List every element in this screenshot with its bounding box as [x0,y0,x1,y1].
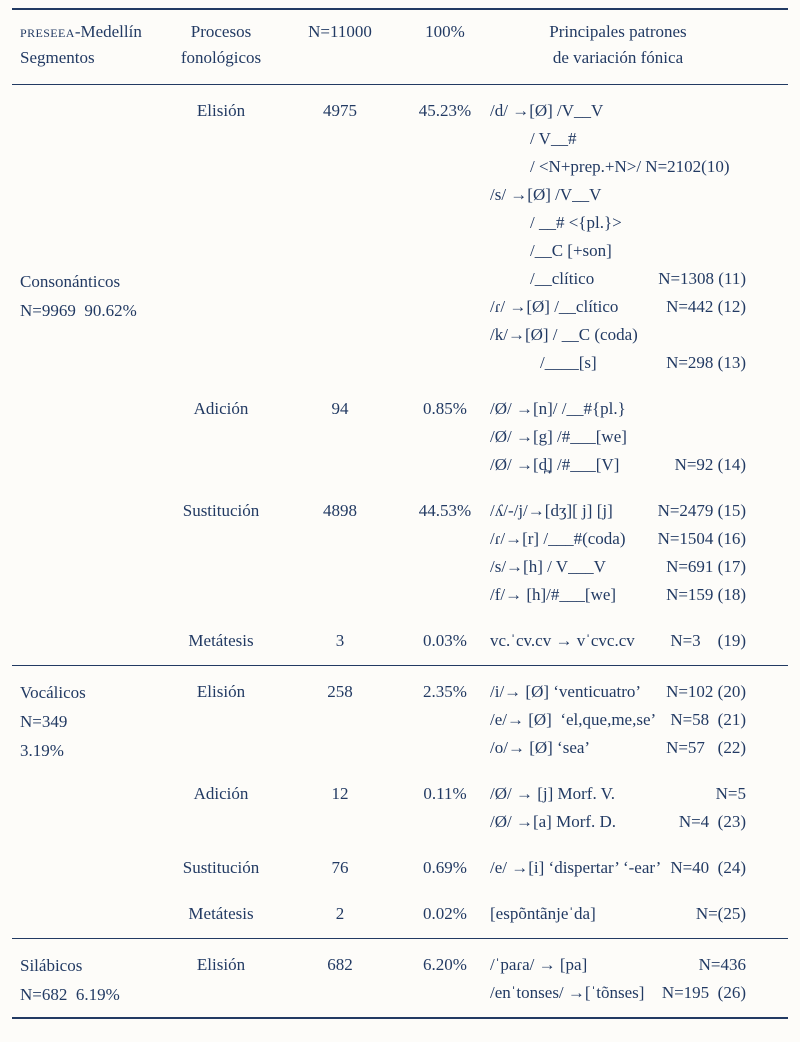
process-n: 682 [327,955,353,974]
process-row-metatesis [162,627,788,655]
pattern-count: N=3 (19) [670,631,746,650]
pattern-line [490,395,746,423]
pattern-count: N=58 (21) [670,710,746,729]
pattern-count: N=4 (23) [678,812,746,831]
header-pct-total: 100% [425,22,465,41]
pattern-count: N=92 (14) [674,455,746,474]
pattern-text: /ˈpaɾa/ → [pa] [490,955,588,974]
pattern-line [490,734,746,762]
pattern-text: /____[s] [540,353,597,372]
corpus-city: -Medellín [74,22,142,41]
pattern-text: /Ø/ →[g] /#___[we] [490,427,627,446]
pattern-text: /f/→ [h]/#___[we] [490,585,617,604]
process-row-sustitucion [162,497,788,609]
pattern-text: / __# <{pl.}> [530,213,622,232]
pattern-text: /e/→ [Ø] ‘el,que,me,se’ [490,710,657,729]
process-row-sustitucion [162,854,788,882]
segment-stats: N=349 [20,712,68,731]
process-pct: 6.20% [423,955,467,974]
pattern-count: N=5 [715,784,746,803]
pattern-text: / V__# [530,129,577,148]
process-name: Adición [193,784,249,803]
pattern-count: N=159 (18) [666,585,746,604]
pattern-line [490,423,746,451]
segment-stats: N=682 6.19% [20,985,120,1004]
segment-label-silabicos [12,951,162,1011]
segment-name: Consonánticos [20,272,121,291]
pattern-text: /e/ →[i] ‘dispertar’ ‘-ear’ [490,858,662,877]
header-n-total: N=11000 [308,22,372,41]
pattern-text: /Ø/ →[d̪] /#___[V] [490,455,620,474]
pattern-text: /enˈtonses/ →[ˈtõnses] [490,983,645,1002]
pattern-count: N=298 (13) [666,353,746,372]
pattern-count: N=1308 (11) [658,269,746,288]
segment-name: Silábicos [20,956,83,975]
pattern-line [490,181,746,209]
pattern-text: /Ø/ → [j] Morf. V. [490,784,615,803]
pattern-list [490,854,788,882]
pattern-count: N=195 (26) [661,983,746,1002]
segment-label-consonanticos [12,97,162,659]
pattern-count: N=102 (20) [666,682,746,701]
segment-name: Vocálicos [20,683,86,702]
pattern-line [490,451,746,479]
process-name: Metátesis [188,631,254,650]
pattern-line [490,125,746,153]
process-row-metatesis [162,900,788,928]
process-n: 2 [335,904,345,923]
pattern-list [490,395,788,479]
pattern-line [490,780,746,808]
process-pct: 45.23% [418,101,472,120]
pattern-text: /i/→ [Ø] ‘venticuatro’ [490,682,642,701]
pattern-text: /ʎ/-/j/→[dʒ][ j] [j] [490,501,613,520]
process-n: 258 [327,682,353,701]
process-pct: 0.03% [423,631,467,650]
pattern-text: /ɾ/→[r] /___#(coda) [490,529,626,548]
process-name: Elisión [196,101,246,120]
segment-stats: 3.19% [20,741,64,760]
segment-stats: N=9969 90.62% [20,301,137,320]
pattern-list [490,951,788,1007]
process-row-elision [162,97,788,377]
pattern-count: N=436 [698,955,746,974]
pattern-line [490,497,746,525]
process-rows [162,951,788,1011]
pattern-line [490,293,746,321]
pattern-line [490,979,746,1007]
pattern-line [490,349,746,377]
pattern-line [490,678,746,706]
pattern-line [490,808,746,836]
process-n: 3 [335,631,345,650]
process-name: Elisión [196,955,246,974]
pattern-list [490,497,788,609]
pattern-text: /s/→[h] / V___V [490,557,606,576]
process-name: Elisión [196,682,246,701]
process-pct: 2.35% [423,682,467,701]
process-name: Sustitución [182,501,260,520]
process-pct: 44.53% [418,501,472,520]
pattern-count: N=40 (24) [670,858,746,877]
process-pct: 0.85% [423,399,467,418]
pattern-text: /Ø/ →[a] Morf. D. [490,812,617,831]
process-row-adicion [162,395,788,479]
pattern-line [490,237,746,265]
pattern-count: N=2479 (15) [657,501,746,520]
process-row-adicion [162,780,788,836]
pattern-line [490,627,746,655]
pattern-text: /d/ →[Ø] /V__V [490,101,604,120]
pattern-count: N=57 (22) [666,738,746,757]
process-name: Adición [193,399,249,418]
pattern-text: / <N+prep.+N>/ N=2102(10) [530,157,730,176]
process-pct: 0.11% [423,784,467,803]
pattern-line [490,706,746,734]
pattern-text: /__C [+son] [530,241,612,260]
process-n: 76 [331,858,349,877]
pattern-text: [espõntãnjeˈda] [490,904,596,923]
process-n: 4898 [323,501,357,520]
pattern-line [490,900,746,928]
pattern-list [490,780,788,836]
segments-label: Segmentos [20,48,95,67]
process-row-elision [162,951,788,1007]
pattern-text: /__clítico [530,269,595,288]
pattern-list [490,900,788,928]
header-patterns-label: Principales patrones de variación fónica [549,22,687,67]
segment-label-vocalicos [12,678,162,932]
pattern-line [490,553,746,581]
header-segments-label [12,19,162,71]
section-vocalicos [12,666,788,939]
process-name: Metátesis [188,904,254,923]
section-consonanticos [12,85,788,666]
corpus-name [20,19,162,45]
pattern-line [490,525,746,553]
pattern-text: /s/ →[Ø] /V__V [490,185,602,204]
phonology-table [12,8,788,1019]
pattern-count: N=691 (17) [666,557,746,576]
pattern-line [490,265,746,293]
pattern-list [490,678,788,762]
process-n: 4975 [323,101,357,120]
process-n: 94 [331,399,349,418]
pattern-line [490,951,746,979]
pattern-text: /k/→[Ø] / __C (coda) [490,325,638,344]
pattern-text: /ɾ/ →[Ø] /__clítico [490,297,619,316]
pattern-list [490,97,788,377]
pattern-count: N=442 (12) [666,297,746,316]
pattern-text: /Ø/ →[n]/ /__#{pl.} [490,399,626,418]
pattern-line [490,153,746,181]
process-row-elision [162,678,788,762]
pattern-line [490,581,746,609]
table-header-row [12,10,788,85]
process-name: Sustitución [182,858,260,877]
pattern-line [490,209,746,237]
pattern-count: N=1504 (16) [657,529,746,548]
pattern-line [490,97,746,125]
pattern-line [490,321,746,349]
pattern-list [490,627,788,655]
section-silabicos [12,939,788,1017]
corpus-acronym: preseea [20,22,75,41]
header-procesos-label: Procesos fonológicos [180,22,262,67]
pattern-text: /o/→ [Ø] ‘sea’ [490,738,591,757]
process-pct: 0.69% [423,858,467,877]
pattern-text: vc.ˈcv.cv → vˈcvc.cv [490,631,635,650]
process-pct: 0.02% [423,904,467,923]
pattern-line [490,854,746,882]
pattern-count: N=(25) [695,904,746,923]
process-rows [162,678,788,932]
process-n: 12 [331,784,349,803]
process-rows [162,97,788,659]
